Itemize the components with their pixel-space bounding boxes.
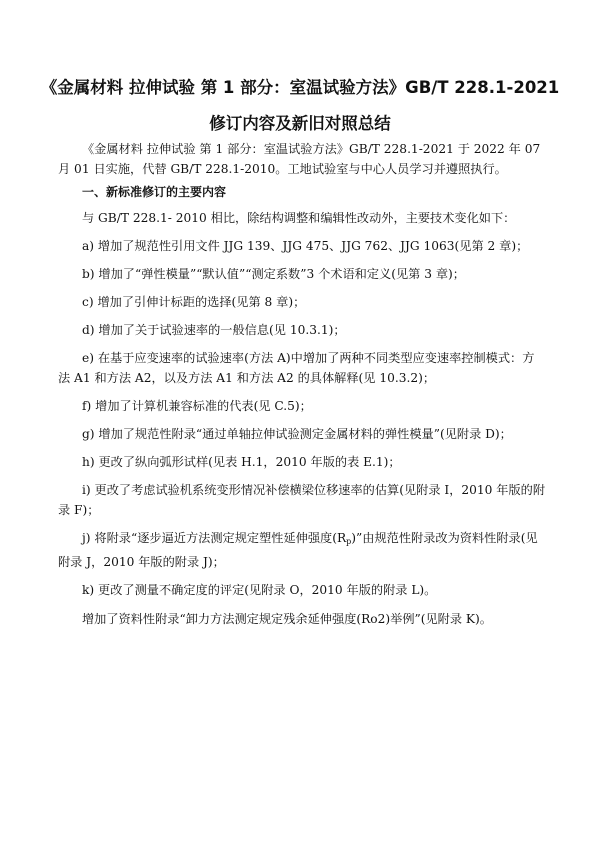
list-item-j-head: j) 将附录“逐步逼近方法测定规定塑性延伸强度(R	[82, 531, 347, 545]
document-title: 《金属材料 拉伸试验 第 1 部分：室温试验方法》GB/T 228.1-2021	[40, 78, 560, 97]
list-item-a: a) 增加了规范性引用文件 JJG 139、JJG 475、JJG 762、JJG 1063(见第 2 章)；	[82, 239, 529, 253]
list-item-d: d) 增加了关于试验速率的一般信息(见 10.3.1)；	[82, 323, 346, 337]
list-item-c: c) 增加了引伸计标距的选择(见第 8 章)；	[82, 295, 306, 309]
list-item-i: i) 更改了考虑试验机系统变形情况补偿横梁位移速率的估算(见附录 I，2010 年版的附录 F)；	[58, 483, 546, 517]
list-item-j	[58, 528, 546, 572]
list-item-e: e) 在基于应变速率的试验速率(方法 A)中增加了两种不同类型应变速率控制模式：方法 A1 和方法 A2，以及方法 A1 和方法 A2 的具体解释(见 10.3.2)；	[58, 351, 535, 385]
list-item-k: k) 更改了测量不确定度的评定(见附录 O，2010 年版的附录 L)。	[82, 583, 437, 597]
list-item-f: f) 增加了计算机兼容标准的代表(见 C.5)；	[82, 399, 312, 413]
list-item-j-subscript: p	[346, 537, 352, 546]
intro-paragraph: 《金属材料 拉伸试验 第 1 部分：室温试验方法》GB/T 228.1-2021 于 2022 年 07 月 01 日实施，代替 GB/T 228.1-2010。工地试验室与中心人员学习并遵照执行。	[58, 142, 541, 176]
list-item-g: g) 增加了规范性附录“通过单轴拉伸试验测定金属材料的弹性模量”(见附录 D)；	[82, 427, 512, 441]
list-item-h: h) 更改了纵向弧形试样(见表 H.1，2010 年版的表 E.1)；	[82, 455, 401, 469]
lead-paragraph: 与 GB/T 228.1- 2010 相比，除结构调整和编辑性改动外，主要技术变化如下：	[82, 211, 516, 225]
document-subtitle: 修订内容及新旧对照总结	[209, 114, 391, 133]
section-heading: 一、新标准修订的主要内容	[82, 185, 227, 199]
document-body	[58, 139, 546, 629]
list-item-b: b) 增加了“弹性模量”“默认值”“测定系数”3 个术语和定义(见第 3 章)；	[82, 267, 465, 281]
closing-paragraph: 增加了资料性附录“卸力方法测定规定残余延伸强度(Ro2)举例”(见附录 K)。	[82, 612, 492, 626]
list-item-j-tail: )”由规范性附录改为资料性附录(见附录 J，2010 年版的附录 J)；	[58, 531, 538, 569]
